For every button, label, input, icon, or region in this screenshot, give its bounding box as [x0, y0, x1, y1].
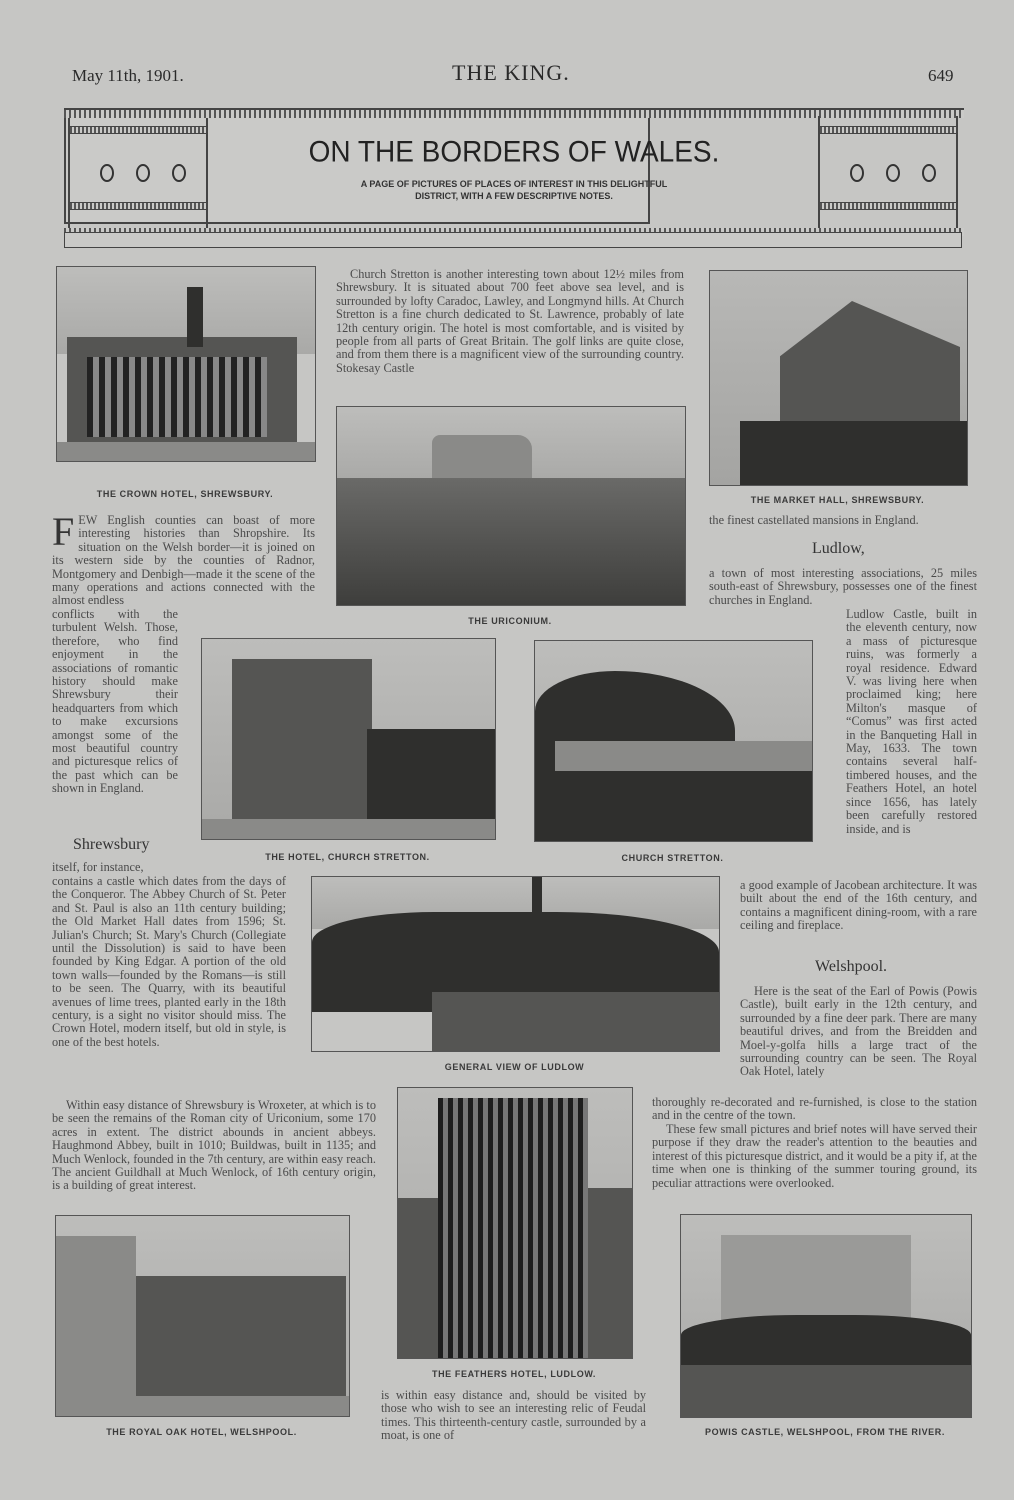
page-number: 649 — [928, 66, 954, 85]
page-title: ON THE BORDERS OF WALES. — [308, 135, 720, 168]
article-shrewsbury: contains a castle which dates from the days of the Conqueror. The Abbey Church of St. Peter and St. Paul is also an 11th century building; the Old Market Hall dates from 1596; St. Julian's Church; St. Mary's Church (Collegiate until the Dissolution) is said to have been founded by King Edgar. A portion of the old town walls—founded by the Romans—is still to be seen. The Quarry, with its beautiful avenues of lime trees, planted early in the 18th century, is a sight no visitor should miss. The Crown Hotel, modern itself, but old in style, is one of the best hotels. — [52, 874, 286, 1049]
caption-uriconium: THE URICONIUM. — [468, 616, 552, 626]
photo-market-hall — [709, 270, 968, 486]
heading-welshpool: Welshpool. — [815, 958, 888, 975]
article-ludlow-end: a good example of Jacobean architecture. It was built about the end of the 16th century, and contains a magnificent dining-room, with a rare ceiling and fireplace. — [740, 878, 977, 933]
caption-crown-hotel: THE CROWN HOTEL, SHREWSBURY. — [96, 489, 274, 499]
article-welshpool-cont: thoroughly re-decorated and re-furnished, is close to the station and in the centre of the town. — [652, 1095, 977, 1123]
photo-powis-castle — [680, 1214, 972, 1418]
photo-church-stretton — [534, 640, 813, 842]
ornament-circles-icon — [850, 164, 936, 182]
article-stokesay-end: the finest castellated mansions in England. — [709, 513, 919, 527]
article-intro — [52, 509, 315, 608]
caption-church-stretton: CHURCH STRETTON. — [621, 853, 724, 863]
caption-feathers-hotel: THE FEATHERS HOTEL, LUDLOW. — [431, 1369, 597, 1379]
article-stokesay-continued: is within easy distance and, should be visited by those who wish to see an interesting relic of Feudal times. This thirteenth-century castle, surrounded by a moat, is one of — [381, 1388, 646, 1443]
photo-royal-oak-hotel — [55, 1215, 350, 1417]
photo-feathers-hotel — [397, 1087, 633, 1359]
caption-royal-oak-hotel: THE ROYAL OAK HOTEL, WELSHPOOL. — [106, 1427, 297, 1437]
issue-date: May 11th, 1901. — [72, 66, 184, 85]
caption-powis-castle: POWIS CASTLE, WELSHPOOL, FROM THE RIVER. — [704, 1427, 945, 1437]
article-closing: These few small pictures and brief notes will have served their purpose if they draw the reader's attention to the beauties and interest of this picturesque district, and it would be a pity if, at the time when one is thinking of the summer touring ground, its peculiar attractions were overlooked. — [652, 1122, 977, 1190]
subtitle-line: DISTRICT, WITH A FEW DESCRIPTIVE NOTES. — [415, 191, 613, 201]
shrewsbury-first-line: itself, for instance, — [52, 860, 144, 874]
heading-ludlow: Ludlow, — [812, 540, 865, 557]
banner-left-pillar — [68, 116, 208, 228]
dropcap-letter: F — [52, 509, 75, 554]
publication-title: THE KING. — [452, 60, 570, 85]
article-intro-narrow: conflicts with the turbulent Welsh. Those, therefore, who find enjoyment in the associations of romantic history should make Shrewsbury their headquarters from which to make excursions amongst some of the most beautiful country and picturesque relics of the past which can be shown in England. — [52, 607, 178, 796]
banner-right-pillar — [818, 116, 958, 228]
subtitle-line: A PAGE OF PICTURES OF PLACES OF INTEREST IN THIS DELIGHTFUL — [360, 179, 668, 189]
caption-general-view-ludlow: GENERAL VIEW OF LUDLOW — [444, 1062, 585, 1072]
article-welshpool: Here is the seat of the Earl of Powis (Powis Castle), built early in the 12th century, and surrounded by a fine deer park. There are many beautiful drives, and from the Breidden and Moel-y-golfa hills a large tract of the surrounding country can be seen. The Royal Oak Hotel, lately — [740, 984, 977, 1079]
photo-crown-hotel — [56, 266, 316, 462]
intro-text: EW English counties can boast of more interesting histories than Shropshire. Its situation on the Welsh border—it is joined on its western side by the counties of Radnor, Montgomery and Denbigh—made it the scene of the many operations and actions connected with the almost endless — [52, 513, 315, 608]
photo-hotel-church-stretton — [201, 638, 496, 840]
article-wroxeter: Within easy distance of Shrewsbury is Wroxeter, at which is to be seen the remains of the Roman city of Uriconium, some 170 acres in extent. The district abounds in ancient abbeys. Haughmond Abbey, built in 1010; Buildwas, built in 1135; and Much Wenlock, founded in the 7th century, are within easy reach. The ancient Guildhall at Much Wenlock, of 16th century origin, is a building of great interest. — [52, 1098, 376, 1193]
caption-market-hall: THE MARKET HALL, SHREWSBURY. — [750, 495, 925, 505]
article-ludlow-narrow: Ludlow Castle, built in the eleventh century, now a mass of picturesque ruins, was formerly a royal residence. Edward V. was living here when proclaimed king; here Milton's masque of “Comus” was first acted in the Banqueting Hall in May, 1633. The town contains several half-timbered houses, and the Feathers Hotel, an hotel since 1656, has lately been carefully restored inside, and is — [846, 607, 977, 836]
article-church-stretton: Church Stretton is another interesting town about 12½ miles from Shrewsbury. It is situated about 700 feet above sea level, and is surrounded by lofty Caradoc, Lawley, and Longmynd hills. At Church Stretton is a fine church dedicated to St. Lawrence, probably of late 12th century origin. The hotel is most comfortable, and is visited by people from all parts of Great Britain. The golf links are quite close, and from them there is a magnificent view of the surrounding country. Stokesay Castle — [336, 267, 684, 375]
photo-uriconium — [336, 406, 686, 606]
heading-shrewsbury: Shrewsbury — [73, 836, 150, 853]
title-banner — [64, 108, 964, 238]
page-subtitle — [124, 178, 904, 202]
article-ludlow: a town of most interesting associations, 25 miles south-east of Shrewsbury, possesses one of the finest churches in England. — [709, 566, 977, 607]
photo-general-view-ludlow — [311, 876, 720, 1052]
banner-base — [64, 232, 962, 248]
caption-hotel-church-stretton: THE HOTEL, CHURCH STRETTON. — [265, 852, 430, 862]
